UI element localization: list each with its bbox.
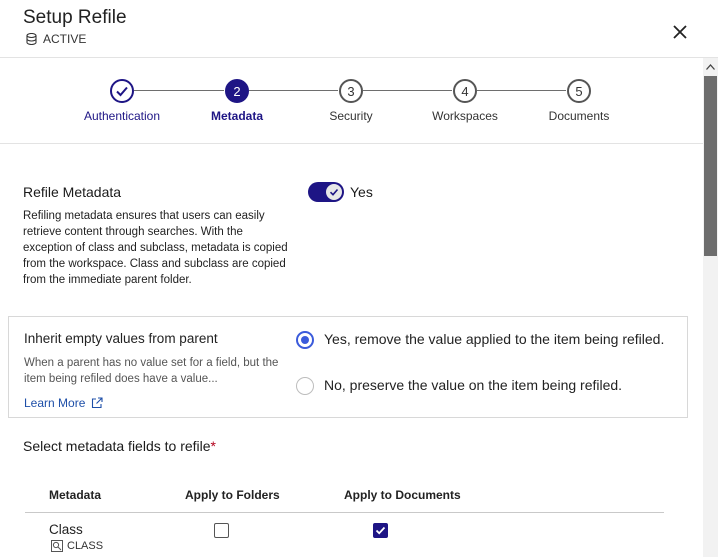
required-mark: * (210, 438, 216, 454)
column-header-apply-documents: Apply to Documents (344, 488, 461, 502)
step-connector (363, 90, 452, 91)
table-divider (25, 512, 664, 513)
check-icon (375, 525, 386, 536)
radio-button[interactable] (296, 377, 314, 395)
step-security[interactable]: 3 (339, 79, 363, 103)
step-connector (249, 90, 338, 91)
toggle-knob (326, 184, 342, 200)
radio-button[interactable] (296, 331, 314, 349)
apply-to-folders-checkbox[interactable] (214, 523, 229, 538)
dialog-header (0, 0, 718, 58)
radio-label: No, preserve the value on the item being refiled. (324, 377, 623, 393)
status-text: ACTIVE (43, 32, 87, 46)
radio-label: Yes, remove the value applied to the item being refiled. (324, 331, 665, 347)
check-icon (329, 187, 339, 197)
inherit-title: Inherit empty values from parent (24, 331, 218, 346)
scroll-up-button[interactable] (703, 60, 718, 74)
step-label-security: Security (329, 109, 373, 123)
scrollbar-thumb[interactable] (704, 76, 717, 256)
close-icon (668, 20, 692, 44)
toggle-value: Yes (350, 184, 373, 200)
external-link-icon (91, 397, 103, 409)
learn-more-label: Learn More (24, 396, 86, 410)
inherit-description: When a parent has no value set for a field, but the item being refiled does have a value... (24, 357, 279, 385)
column-header-apply-folders: Apply to Folders (185, 488, 280, 502)
table-row-sub-label: CLASS (67, 540, 104, 552)
refile-metadata-description: Refiling metadata ensures that users can easily retrieve content through searches. With the exception of class and subclass, metadata is copied from the workspace. Class and subclass are copied from the immediate parent folder. (23, 210, 288, 286)
step-connector (477, 90, 566, 91)
fields-title (23, 438, 216, 454)
apply-to-documents-checkbox[interactable] (373, 523, 388, 538)
dialog-title: Setup Refile (23, 7, 127, 28)
step-label-metadata: Metadata (210, 109, 264, 123)
refile-metadata-toggle[interactable] (308, 182, 344, 202)
status-badge (26, 32, 86, 46)
check-icon (115, 84, 129, 98)
step-workspaces[interactable]: 4 (453, 79, 477, 103)
scrollbar[interactable] (703, 58, 718, 557)
learn-more-link[interactable] (24, 396, 103, 410)
class-icon (51, 540, 63, 552)
step-metadata[interactable]: 2 (225, 79, 249, 103)
refile-metadata-title: Refile Metadata (23, 184, 122, 200)
inherit-empty-values-panel (8, 316, 688, 418)
step-label-authentication: Authentication (83, 109, 161, 123)
step-documents[interactable]: 5 (567, 79, 591, 103)
table-row-name: Class (49, 522, 83, 537)
close-button[interactable] (668, 20, 692, 44)
radio-option-preserve[interactable] (296, 375, 684, 395)
column-header-metadata: Metadata (49, 488, 102, 502)
step-authentication[interactable] (110, 79, 134, 103)
database-icon (26, 33, 37, 45)
step-label-documents: Documents (548, 109, 610, 123)
chevron-up-icon (706, 64, 715, 70)
radio-option-remove[interactable] (296, 329, 684, 349)
step-label-workspaces: Workspaces (432, 109, 498, 123)
step-connector (134, 90, 224, 91)
fields-title-text: Select metadata fields to refile (23, 438, 211, 454)
table-row-sub (51, 540, 103, 552)
